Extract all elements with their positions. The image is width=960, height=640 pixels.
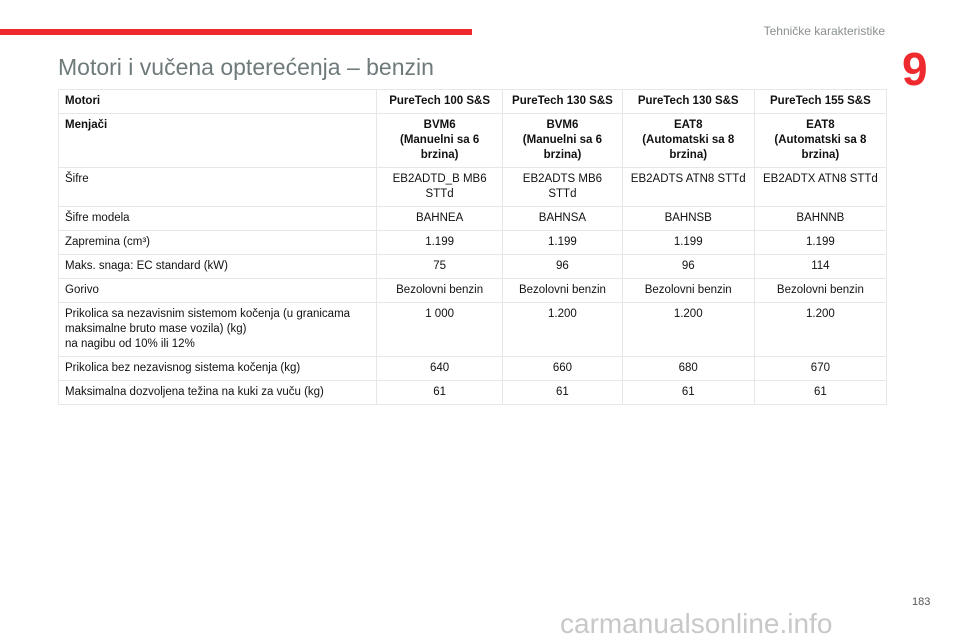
table-cell: EB2ADTS ATN8 STTd bbox=[622, 168, 754, 207]
table-cell: 1.199 bbox=[754, 231, 886, 255]
row-label: Šifre modela bbox=[59, 207, 377, 231]
table-cell: 1.200 bbox=[754, 303, 886, 357]
row-label: Šifre bbox=[59, 168, 377, 207]
column-header: Motori bbox=[59, 90, 377, 114]
table-cell: Bezolovni benzin bbox=[503, 279, 622, 303]
table-cell: 75 bbox=[377, 255, 503, 279]
table-cell: BVM6 (Manuelni sa 6 brzina) bbox=[377, 114, 503, 168]
table-cell: 1.200 bbox=[503, 303, 622, 357]
table-cell: Bezolovni benzin bbox=[754, 279, 886, 303]
row-label: Maksimalna dozvoljena težina na kuki za vuču (kg) bbox=[59, 381, 377, 405]
table-cell: BAHNNB bbox=[754, 207, 886, 231]
watermark: carmanualsonline.info bbox=[560, 608, 833, 639]
table-row bbox=[59, 168, 887, 207]
column-header: PureTech 130 S&S bbox=[503, 90, 622, 114]
table-cell: EAT8 (Automatski sa 8 brzina) bbox=[754, 114, 886, 168]
table-row bbox=[59, 231, 887, 255]
table-cell: BVM6 (Manuelni sa 6 brzina) bbox=[503, 114, 622, 168]
table-cell: 61 bbox=[377, 381, 503, 405]
table-row bbox=[59, 207, 887, 231]
table-cell: BAHNEA bbox=[377, 207, 503, 231]
table-row bbox=[59, 279, 887, 303]
table-cell: 96 bbox=[622, 255, 754, 279]
table-row bbox=[59, 357, 887, 381]
column-header: PureTech 155 S&S bbox=[754, 90, 886, 114]
table-cell: 680 bbox=[622, 357, 754, 381]
page-number: 183 bbox=[912, 596, 931, 608]
column-header: PureTech 130 S&S bbox=[622, 90, 754, 114]
table-cell: 640 bbox=[377, 357, 503, 381]
table-row bbox=[59, 255, 887, 279]
row-label: Prikolica bez nezavisnog sistema kočenja (kg) bbox=[59, 357, 377, 381]
table-cell: 1.199 bbox=[377, 231, 503, 255]
table-cell: BAHNSA bbox=[503, 207, 622, 231]
table-cell: 114 bbox=[754, 255, 886, 279]
table-row bbox=[59, 381, 887, 405]
table-row bbox=[59, 114, 887, 168]
table-cell: 670 bbox=[754, 357, 886, 381]
column-header: PureTech 100 S&S bbox=[377, 90, 503, 114]
chapter-number: 9 bbox=[902, 43, 928, 95]
table-cell: 1.199 bbox=[622, 231, 754, 255]
row-label: Menjači bbox=[59, 114, 377, 168]
table-cell: EB2ADTS MB6 STTd bbox=[503, 168, 622, 207]
table-cell: 61 bbox=[503, 381, 622, 405]
row-label: Maks. snaga: EC standard (kW) bbox=[59, 255, 377, 279]
table-row bbox=[59, 303, 887, 357]
table-cell: Bezolovni benzin bbox=[622, 279, 754, 303]
table-cell: 61 bbox=[754, 381, 886, 405]
table-cell: 96 bbox=[503, 255, 622, 279]
page-title: Motori i vučena opterećenja – benzin bbox=[58, 54, 434, 80]
section-title: Tehničke karakteristike bbox=[763, 24, 885, 38]
table-cell: 1.199 bbox=[503, 231, 622, 255]
row-label: Gorivo bbox=[59, 279, 377, 303]
table-cell: Bezolovni benzin bbox=[377, 279, 503, 303]
table-cell: 660 bbox=[503, 357, 622, 381]
table-cell: 61 bbox=[622, 381, 754, 405]
table-header-row bbox=[59, 90, 887, 114]
header-accent-bar bbox=[0, 29, 472, 35]
row-label: Zapremina (cm³) bbox=[59, 231, 377, 255]
table-cell: EAT8 (Automatski sa 8 brzina) bbox=[622, 114, 754, 168]
table-cell: BAHNSB bbox=[622, 207, 754, 231]
table-cell: EB2ADTX ATN8 STTd bbox=[754, 168, 886, 207]
row-label: Prikolica sa nezavisnim sistemom kočenja (u granicama maksimalne bruto mase vozila) (kg) na nagibu od 10% ili 12% bbox=[59, 303, 377, 357]
table-cell: 1.200 bbox=[622, 303, 754, 357]
specs-table bbox=[58, 89, 887, 405]
table-cell: 1 000 bbox=[377, 303, 503, 357]
table-cell: EB2ADTD_B MB6 STTd bbox=[377, 168, 503, 207]
